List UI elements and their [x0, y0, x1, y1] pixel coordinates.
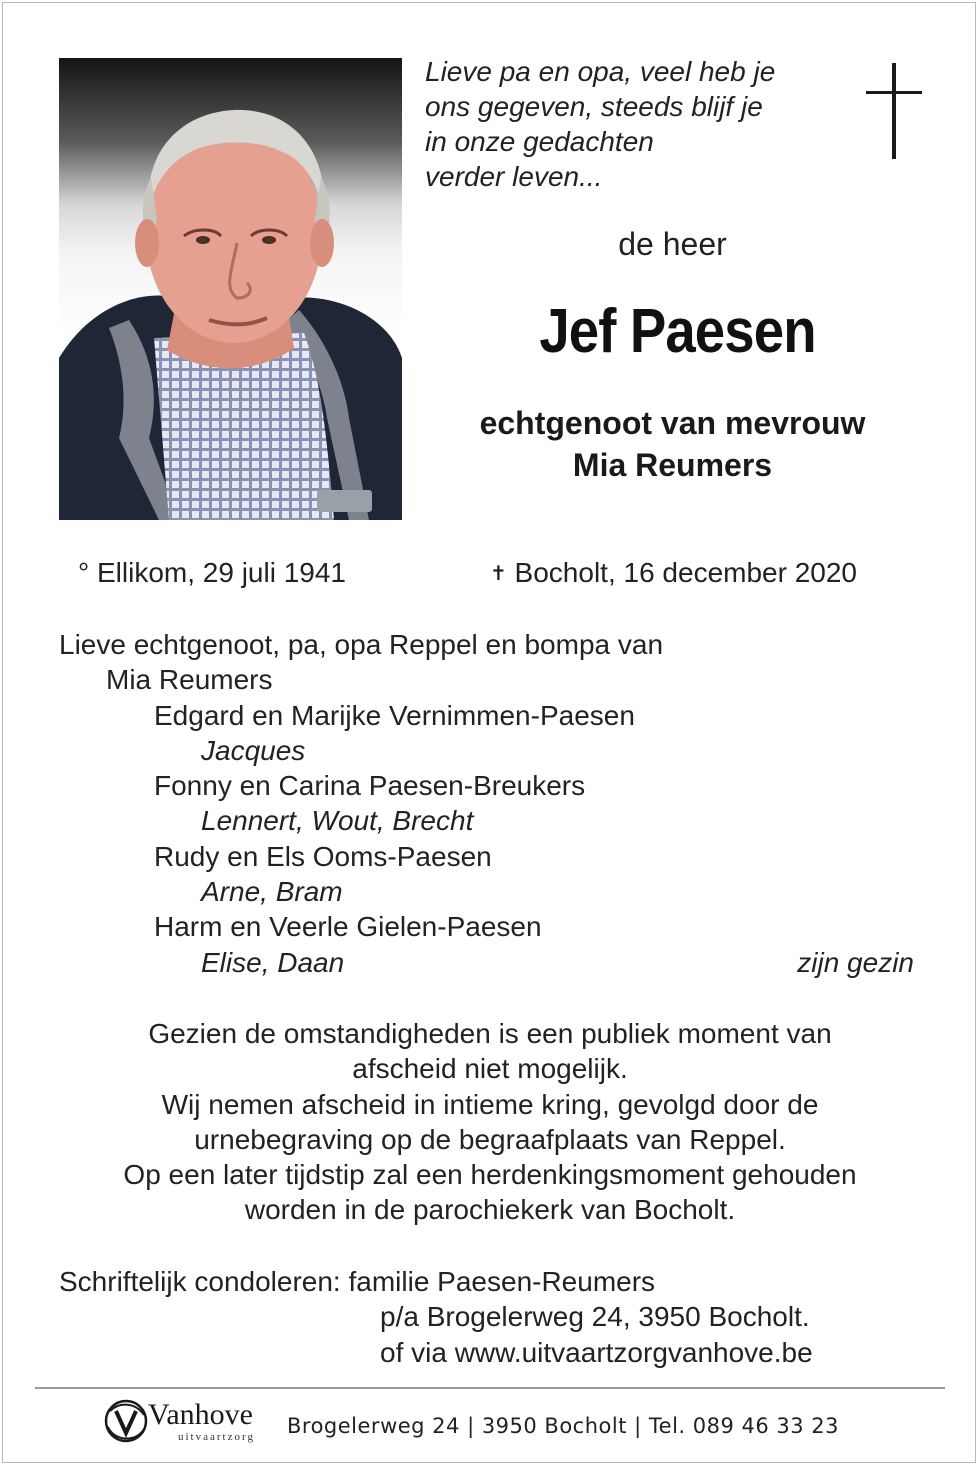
death-date-block — [490, 557, 857, 589]
birth-date: ° Ellikom, 29 juli 1941 — [78, 557, 346, 588]
spouse-block — [420, 402, 925, 486]
family-grandchildren: Jacques — [201, 734, 306, 766]
notice-line: worden in de parochiekerk van Bocholt. — [244, 1194, 736, 1226]
poem-line: verder leven... — [425, 161, 603, 192]
family-grandchildren: Arne, Bram — [201, 876, 343, 908]
family-couple: Rudy en Els Ooms-Paesen — [154, 840, 492, 872]
family-couple: Harm en Veerle Gielen-Paesen — [154, 911, 542, 943]
condolence-block — [59, 1264, 813, 1370]
spouse-line-1: echtgenoot van mevrouw — [479, 405, 866, 441]
notice-line: urnebegraving op de begraafplaats van Reppel. — [194, 1123, 786, 1155]
condolence-first-line — [59, 1264, 813, 1299]
condolence-address: p/a Brogelerweg 24, 3950 Bocholt. — [380, 1301, 810, 1333]
salutation: de heer — [618, 226, 727, 262]
brand-name: Vanhove — [148, 1398, 253, 1431]
portrait-illustration — [59, 58, 402, 520]
family-grandchildren: Lennert, Wout, Brecht — [201, 805, 474, 837]
condolence-web[interactable]: of via www.uitvaartzorgvanhove.be — [380, 1336, 813, 1368]
family-spouse: Mia Reumers — [106, 664, 273, 696]
deceased-name: Jef Paesen — [539, 297, 816, 366]
spouse-name: Mia Reumers — [572, 447, 773, 483]
notice-line: Op een later tijdstip zal een herdenkingsmoment gehouden — [123, 1159, 857, 1191]
poem — [425, 54, 775, 194]
notice-line: Wij nemen afscheid in intieme kring, gevolgd door de — [161, 1088, 819, 1120]
latin-cross-icon — [866, 63, 922, 159]
poem-line: ons gegeven, steeds blijf je — [425, 91, 763, 122]
poem-line: Lieve pa en opa, veel heb je — [425, 56, 776, 87]
notice-line: Gezien de omstandigheden is een publiek moment van — [148, 1018, 832, 1049]
notice-text — [40, 1016, 940, 1228]
condolence-label: Schriftelijk condoleren: — [59, 1266, 341, 1297]
footer-address: Brogelerweg 24 | 3950 Bocholt | Tel. 089 46 33 23 — [287, 1414, 840, 1438]
family-couple: Edgard en Marijke Vernimmen-Paesen — [154, 699, 635, 731]
family-list — [59, 627, 919, 980]
family-last-row — [59, 945, 919, 980]
family-intro: Lieve echtgenoot, pa, opa Reppel en bompa van — [59, 629, 664, 660]
footer-divider — [35, 1387, 945, 1389]
vanhove-logo-icon — [102, 1397, 150, 1445]
family-couple: Fonny en Carina Paesen-Breukers — [154, 770, 586, 802]
small-cross-icon: ✝ — [490, 563, 507, 585]
family-grandchildren: Elise, Daan — [201, 946, 345, 978]
brand-subtitle: uitvaartzorg — [178, 1431, 255, 1443]
condolence-recipient: familie Paesen-Reumers — [348, 1266, 656, 1297]
notice-line: afscheid niet mogelijk. — [352, 1053, 628, 1085]
death-date: Bocholt, 16 december 2020 — [514, 557, 857, 588]
poem-line: in onze gedachten — [425, 126, 654, 157]
portrait-photo — [59, 58, 402, 520]
family-closing: zijn gezin — [797, 946, 914, 978]
